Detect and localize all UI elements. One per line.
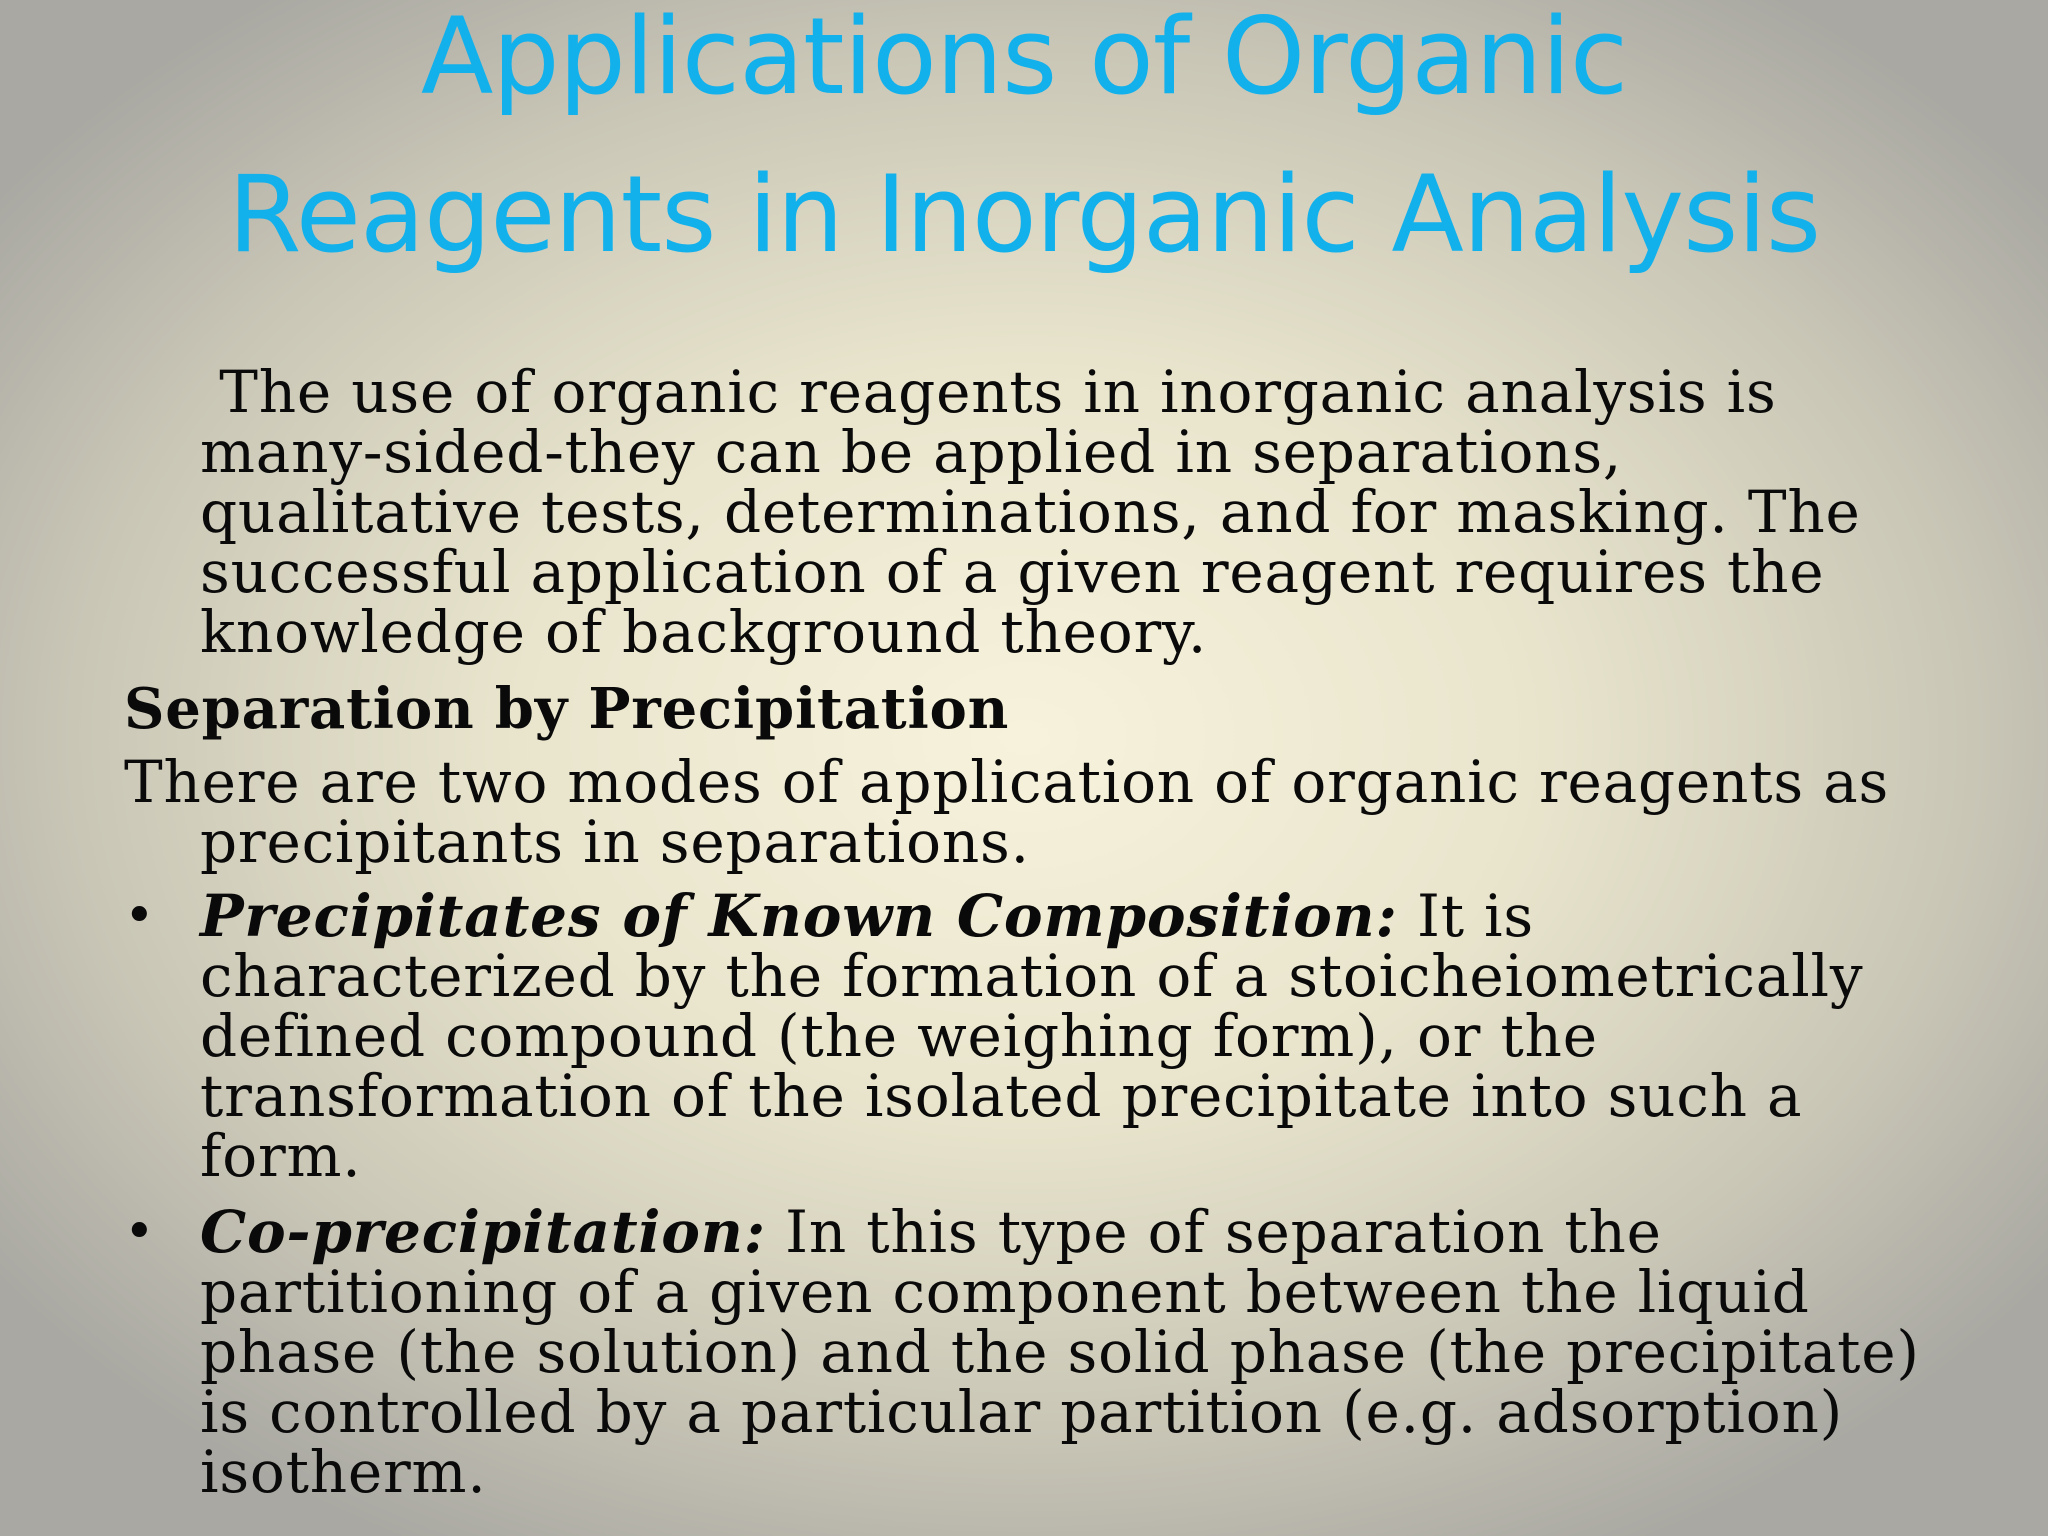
bullet-term: Precipitates of Known Composition: bbox=[200, 882, 1398, 950]
bullet-line: is controlled by a particular partition (e.g. adsorption) bbox=[200, 1378, 1844, 1446]
section-heading: Separation by Precipitation bbox=[124, 676, 1010, 742]
bullet-line: isotherm. bbox=[200, 1438, 487, 1506]
bullet-content bbox=[124, 882, 1984, 1190]
intro-line: many-sided-they can be applied in separations, bbox=[200, 418, 1623, 486]
intro-line: successful application of a given reagent requires the bbox=[200, 538, 1825, 606]
slide-title-line-2: Reagents in Inorganic Analysis bbox=[227, 153, 1821, 276]
bullet-line: partitioning of a given component between the liquid bbox=[200, 1258, 1810, 1326]
bullet-first-line bbox=[200, 882, 1984, 950]
bullet-first-line bbox=[200, 1198, 1984, 1266]
bullet-content bbox=[124, 1198, 1984, 1506]
bullet-text: It is bbox=[1397, 882, 1534, 950]
intro-line: qualitative tests, determinations, and for masking. The bbox=[200, 478, 1861, 546]
bullet-term: Co-precipitation: bbox=[200, 1198, 766, 1266]
slide-title-line-1: Applications of Organic bbox=[420, 0, 1628, 118]
bullet-item-known-composition bbox=[124, 882, 1984, 1190]
intro-line: The use of organic reagents in inorganic analysis is bbox=[200, 358, 1777, 426]
bullet-marker: • bbox=[124, 886, 156, 946]
bullet-line: characterized by the formation of a stoicheiometrically bbox=[200, 942, 1864, 1010]
intro-paragraph bbox=[124, 358, 2030, 666]
bullet-line: phase (the solution) and the solid phase (the precipitate) bbox=[200, 1318, 1920, 1386]
slide-title bbox=[0, 0, 2048, 294]
bullet-line: form. bbox=[200, 1122, 362, 1190]
modes-line: precipitants in separations. bbox=[200, 808, 1030, 876]
bullet-line: defined compound (the weighing form), or the bbox=[200, 1002, 1598, 1070]
modes-line: There are two modes of application of organic reagents as bbox=[124, 748, 1890, 816]
intro-line: knowledge of background theory. bbox=[200, 598, 1208, 666]
modes-paragraph bbox=[124, 748, 1954, 876]
bullet-line: transformation of the isolated precipitate into such a bbox=[200, 1062, 1803, 1130]
bullet-marker: • bbox=[124, 1202, 156, 1262]
bullet-item-co-precipitation bbox=[124, 1198, 1984, 1506]
bullet-text: In this type of separation the bbox=[765, 1198, 1662, 1266]
